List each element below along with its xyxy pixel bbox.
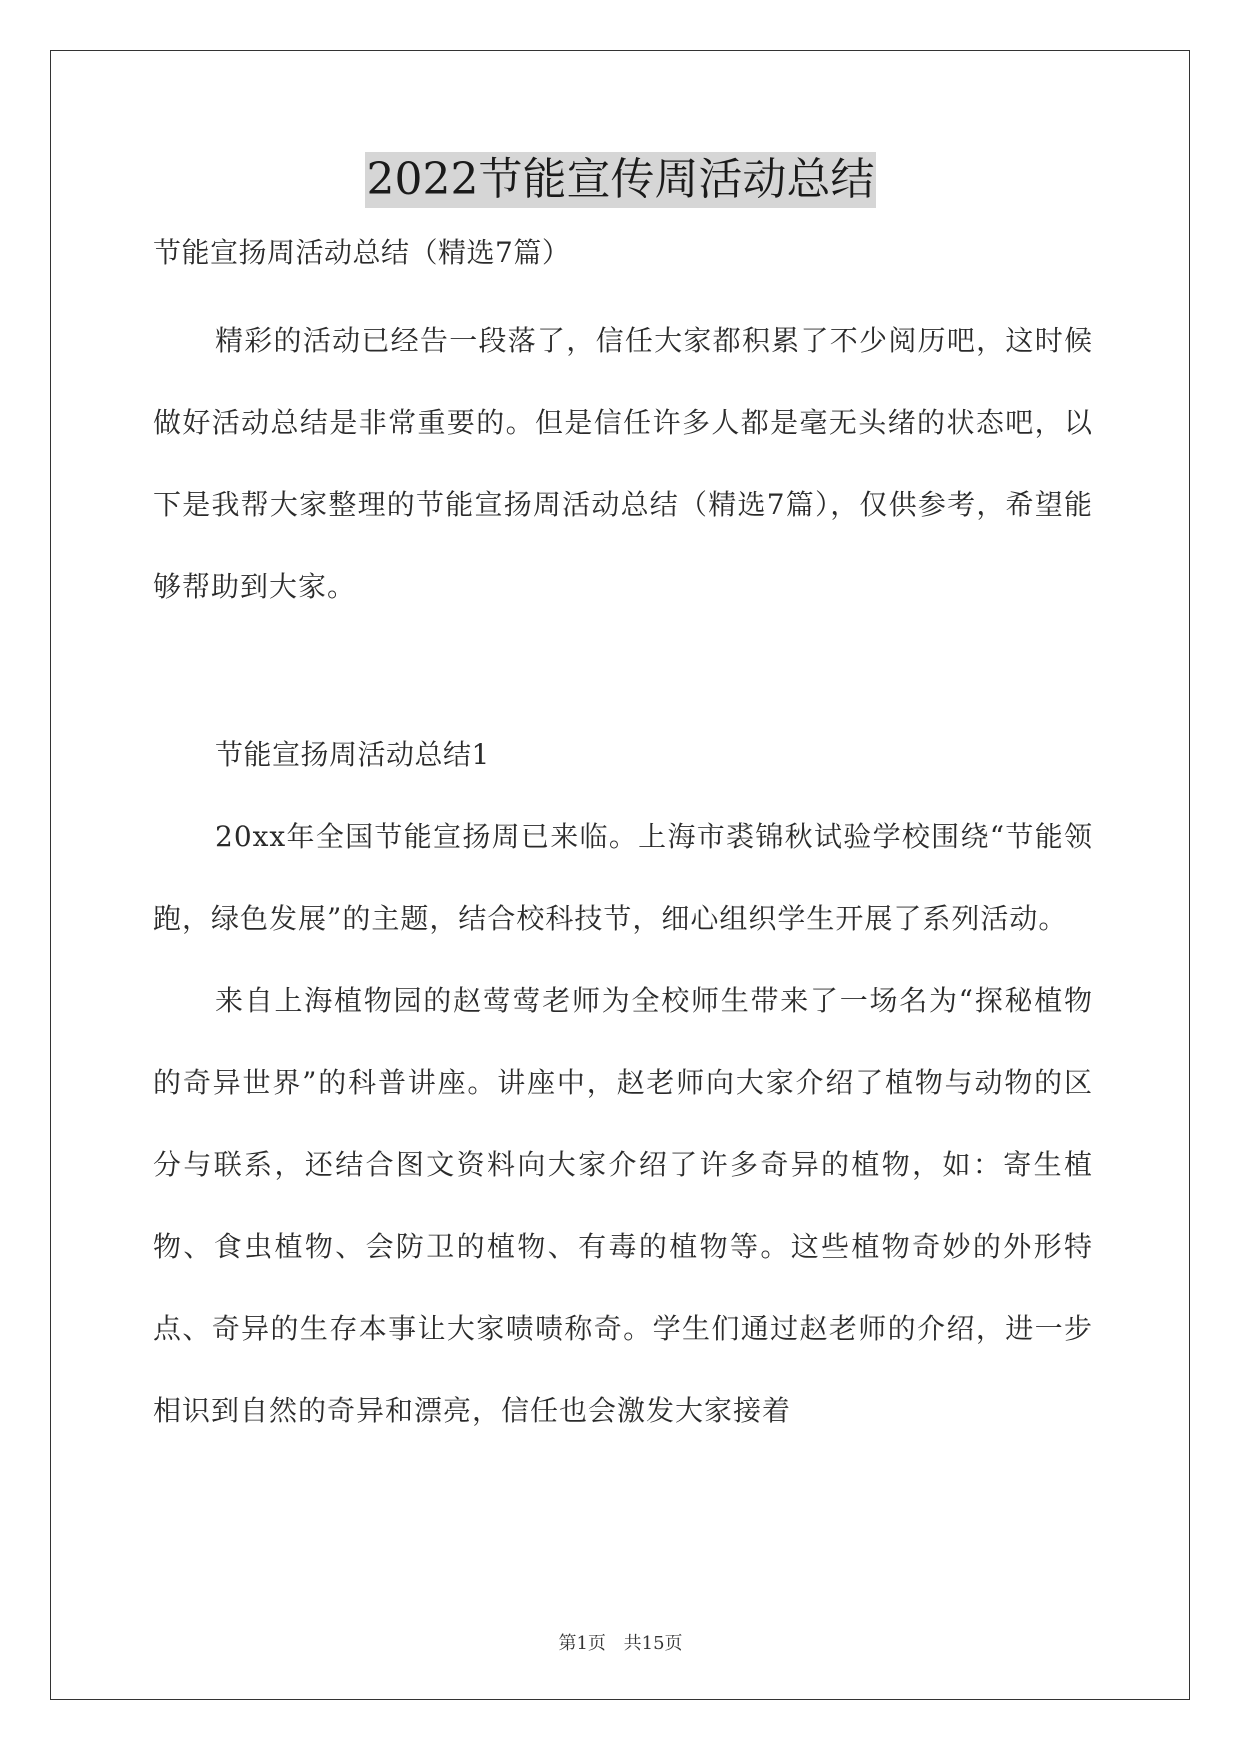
document-title: 2022节能宣传周活动总结 <box>365 152 877 208</box>
page-number-current: 第1页 <box>558 1633 606 1654</box>
page-footer <box>0 1632 1241 1656</box>
intro-paragraph: 精彩的活动已经告一段落了，信任大家都积累了不少阅历吧，这时候做好活动总结是非常重要的。但是信任许多人都是毫无头绪的状态吧，以下是我帮大家整理的节能宣扬周活动总结（精选7篇），仅供参考，希望能够帮助到大家。 <box>153 324 1093 603</box>
title-container <box>0 152 1241 208</box>
page-number-total: 共15页 <box>623 1633 683 1654</box>
document-body <box>153 232 1093 1452</box>
paragraph-spacer <box>153 628 1093 714</box>
body-paragraph-1: 20xx年全国节能宣扬周已来临。上海市裘锦秋试验学校围绕“节能领跑，绿色发展”的主题，结合校科技节，细心组织学生开展了系列活动。 <box>153 820 1093 935</box>
document-subtitle: 节能宣扬周活动总结（精选7篇） <box>153 236 571 269</box>
section-heading: 节能宣扬周活动总结1 <box>215 738 490 771</box>
body-paragraph-2: 来自上海植物园的赵莺莺老师为全校师生带来了一场名为“探秘植物的奇异世界”的科普讲座。讲座中，赵老师向大家介绍了植物与动物的区分与联系，还结合图文资料向大家介绍了许多奇异的植物，如：寄生植物、食虫植物、会防卫的植物、有毒的植物等。这些植物奇妙的外形特点、奇异的生存本事让大家啧啧称奇。学生们通过赵老师的介绍，进一步相识到自然的奇异和漂亮，信任也会激发大家接着 <box>153 984 1093 1427</box>
